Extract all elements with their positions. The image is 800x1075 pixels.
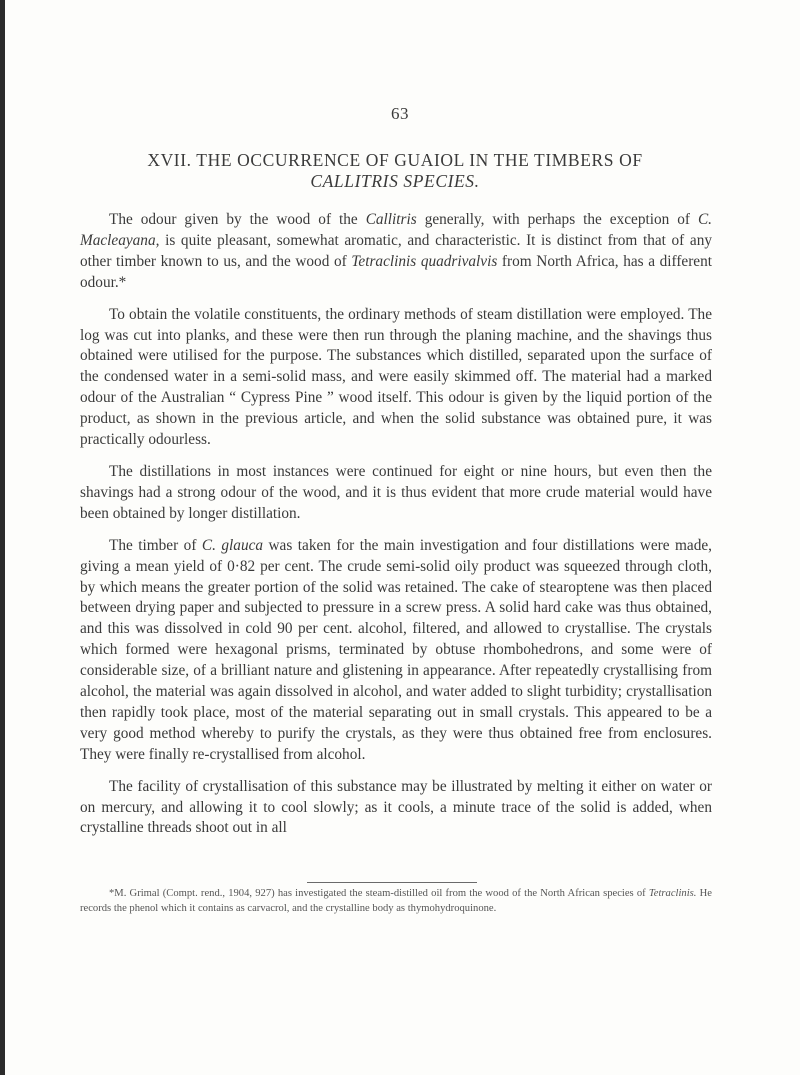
italic-species-tetraclinis: Tetraclinis quadrivalvis	[351, 252, 498, 270]
article-body	[80, 210, 712, 839]
text-run: from North Africa, has a different odour.*	[80, 252, 712, 291]
text-run: was taken for the main investigation and four distillations were made, giving a mean yield of 0·82 per cent. The crude semi-solid oily product was squeezed through cloth, by which means the greater portion of the solid was retained. The cake of stearoptene was then placed between drying paper and subjected to pressure in a screw press. A solid hard cake was thus obtained, and this was dissolved in cold 90 per cent. alcohol, filtered, and allowed to crystallise. The crystals which formed were hexagonal prisms, terminated by obtuse rhombohedrons, and some were of considerable size, of a brilliant nature and glistening in appearance. After repeatedly crystallising from alcohol, the material was again dissolved in alcohol, and water added to slight turbidity; crystallisation then rapidly took place, most of the material separating out in small crystals. This appeared to be a very good method whereby to purify the crystals, as they were thus obtained free from enclosures. They were finally re-crystallised from alcohol.	[80, 536, 712, 763]
section-heading	[80, 150, 710, 192]
footnote	[80, 886, 712, 916]
paragraph-distillation-duration: The distillations in most instances were continued for eight or nine hours, but even then the shavings had a strong odour of the wood, and it is thus evident that more crude material would have been obtained by longer distillation.	[80, 462, 712, 522]
paragraph-crystallisation: The facility of crystallisation of this substance may be illustrated by melting it either on water or on mercury, and allowing it to cool slowly; as it cools, a minute trace of the solid is added, when crystalline threads shoot out in all	[80, 777, 712, 837]
heading-line-1: XVII. THE OCCURRENCE OF GUAIOL IN THE TIMBERS OF	[147, 150, 643, 170]
footnote-text	[80, 886, 712, 916]
italic-genus-callitris: Callitris	[365, 211, 417, 228]
text-run: *M. Grimal (Compt. rend., 1904, 927) has investigated the steam-distilled oil from the wood of the North African species of	[109, 888, 649, 899]
text-run: He records the phenol which it contains as carvacrol, and the crystalline body as thymohydroquinone.	[80, 888, 712, 914]
page-edge-shadow	[0, 0, 5, 1075]
paragraph-glauca-investigation	[80, 536, 712, 766]
italic-species-macleayana: C. Macleayana,	[80, 211, 712, 249]
italic-genus-tetraclinis: Tetraclinis.	[648, 888, 697, 899]
page-number: 63	[391, 104, 409, 123]
footnote-divider	[307, 882, 477, 883]
text-run: The timber of	[109, 536, 202, 554]
text-run: The odour given by the wood of the	[109, 211, 366, 228]
text-run: generally, with perhaps the exception of	[416, 211, 698, 228]
paragraph-odour	[80, 210, 712, 294]
paragraph-distillation-method: To obtain the volatile constituents, the ordinary methods of steam distillation were employed. The log was cut into planks, and these were then run through the planing machine, and the shavings thus obtained were utilised for the purpose. The substances which distilled, separated upon the surface of the condensed water in a semi-solid mass, and were easily skimmed off. The material had a marked odour of the Australian “ Cypress Pine ” wood itself. This odour is given by the liquid portion of the product, as shown in the previous article, and when the solid substance was obtained pure, it was practically odourless.	[80, 305, 712, 449]
italic-species-glauca: C. glauca	[201, 536, 264, 554]
text-run: is quite pleasant, somewhat aromatic, and characteristic. It is distinct from that of any other timber known to us, and the wood of	[80, 231, 712, 270]
heading-line-2: CALLITRIS SPECIES.	[310, 171, 480, 191]
